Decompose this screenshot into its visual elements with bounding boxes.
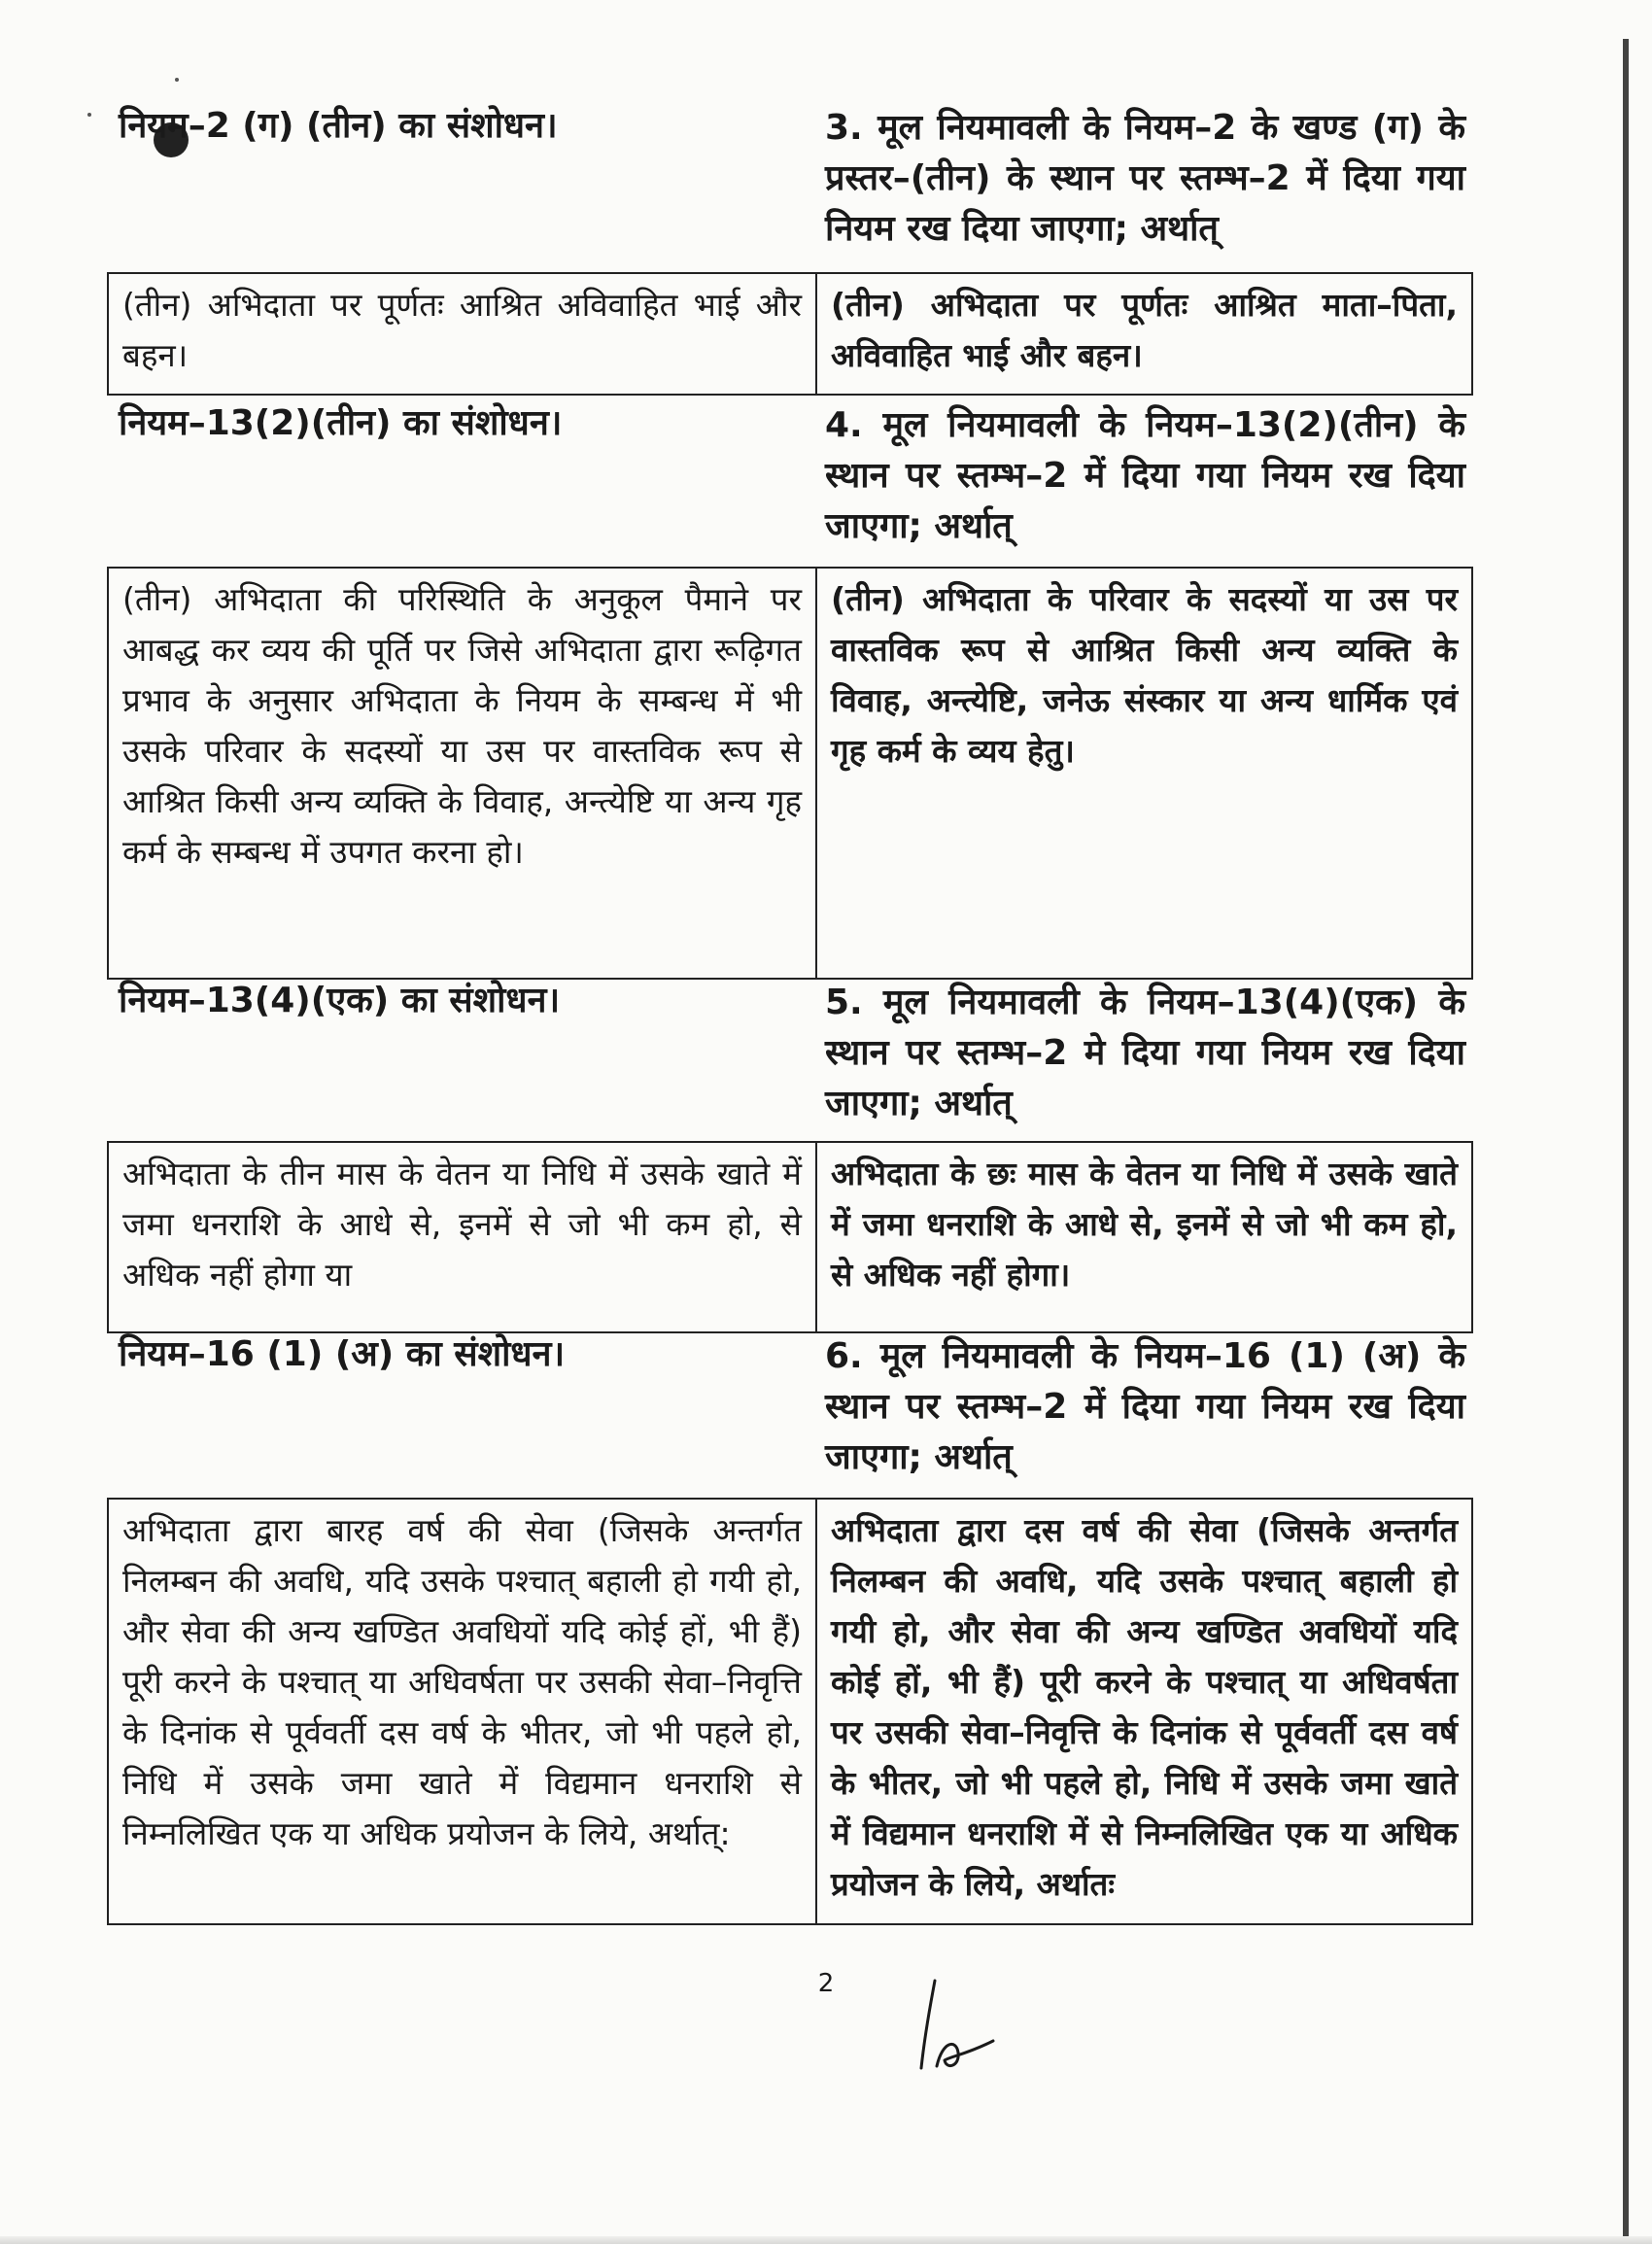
amendment-heading-4 [109,1331,1473,1483]
existing-rule-text: अभिदाता के तीन मास के वेतन या निधि में उसके खाते में जमा धनराशि के आधे से, इनमें से जो भी कम हो, से अधिक नहीं होगा या [109,1143,817,1331]
amendment-table-4 [107,1498,1473,1925]
rule-instruction: 6. मूल नियमावली के नियम–16 (1) (अ) के स्थान पर स्तम्भ–2 में दिया गया नियम रख दिया जाएगा; अर्थात् [825,1336,1465,1477]
rule-title: नियम–13(4)(एक) का संशोधन। [119,981,561,1020]
substituted-rule-text: (तीन) अभिदाता पर पूर्णतः आश्रित माता–पिता, अविवाहित भाई और बहन। [831,286,1458,374]
amendment-table-3 [107,1141,1473,1333]
rule-instruction: 4. मूल नियमावली के नियम–13(2)(तीन) के स्थान पर स्तम्भ–2 में दिया गया नियम रख दिया जाएगा; अर्थात् [825,405,1465,546]
existing-rule-text: (तीन) अभिदाता पर पूर्णतः आश्रित अविवाहित भाई और बहन। [109,274,817,394]
substituted-rule-text: (तीन) अभिदाता के परिवार के सदस्यों या उस पर वास्तविक रूप से आश्रित किसी अन्य व्यक्ति के विवाह, अन्त्येष्टि, जनेऊ संस्कार या अन्य धार्मिक एवं गृह कर्म के व्यय हेतु। [831,580,1458,770]
scan-edge [1623,39,1629,2244]
substituted-rule-text: अभिदाता के छः मास के वेतन या निधि में उसके खाते में जमा धनराशि के आधे से, इनमें से जो भी कम हो, से अधिक नहीं होगा। [831,1155,1458,1294]
rule-instruction: 3. मूल नियमावली के नियम–2 के खण्ड (ग) के प्रस्तर–(तीन) के स्थान पर स्तम्भ–2 में दिया गया नियम रख दिया जाएगा; अर्थात् [825,108,1465,249]
amendment-table-2 [107,567,1473,980]
rule-title: नियम–13(2)(तीन) का संशोधन। [119,403,563,443]
amendment-table-1 [107,272,1473,396]
existing-rule-text: (तीन) अभिदाता की परिस्थिति के अनुकूल पैमाने पर आबद्ध कर व्यय की पूर्ति पर जिसे अभिदाता द्वारा रूढ़िगत प्रभाव के अनुसार अभिदाता के नियम के सम्बन्ध में भी उसके परिवार के सदस्यों या उस पर वास्तविक रूप से आश्रित किसी अन्य व्यक्ति के विवाह, अन्त्येष्टि या अन्य गृह कर्म के सम्बन्ध में उपगत करना हो। [109,569,817,978]
scan-speck [175,78,179,82]
substituted-rule-text: अभिदाता द्वारा दस वर्ष की सेवा (जिसके अन्तर्गत निलम्बन की अवधि, यदि उसके पश्चात् बहाली हो गयी हो, और सेवा की अन्य खण्डित अवधियों यदि कोई हों, भी हैं) पूरी करने के पश्चात् या अधिवर्षता पर उसकी सेवा–निवृत्ति के दिनांक से पूर्ववर्ती दस वर्ष के भीतर, जो भी पहले हो, निधि में उसके जमा खाते में विद्यमान धनराशि में से निम्नलिखित एक या अधिक प्रयोजन के लिये, अर्थातः [831,1511,1458,1903]
scan-bottom-edge [0,2236,1652,2244]
scan-speck [87,113,91,117]
rule-title: नियम–2 (ग) (तीन) का संशोधन। [119,106,558,146]
page-number: 2 [817,1969,835,1998]
existing-rule-text: अभिदाता द्वारा बारह वर्ष की सेवा (जिसके अन्तर्गत निलम्बन की अवधि, यदि उसके पश्चात् बहाली हो गयी हो, और सेवा की अन्य खण्डित अवधियों यदि कोई हों, भी हैं) पूरी करने के पश्चात् या अधिवर्षता पर उसकी सेवा–निवृत्ति के दिनांक से पूर्ववर्ती दस वर्ष के भीतर, जो भी पहले हो, निधि में उसके जमा खाते में विद्यमान धनराशि से निम्नलिखित एक या अधिक प्रयोजन के लिये, अर्थात्: [109,1500,817,1923]
signature-mark [904,1973,1011,2080]
amendment-heading-2 [109,400,1473,552]
rule-title: नियम–16 (1) (अ) का संशोधन। [119,1334,566,1374]
rule-instruction: 5. मूल नियमावली के नियम–13(4)(एक) के स्थान पर स्तम्भ–2 मे दिया गया नियम रख दिया जाएगा; अर्थात् [825,983,1465,1123]
amendment-heading-1 [109,103,1473,255]
amendment-heading-3 [109,978,1473,1129]
